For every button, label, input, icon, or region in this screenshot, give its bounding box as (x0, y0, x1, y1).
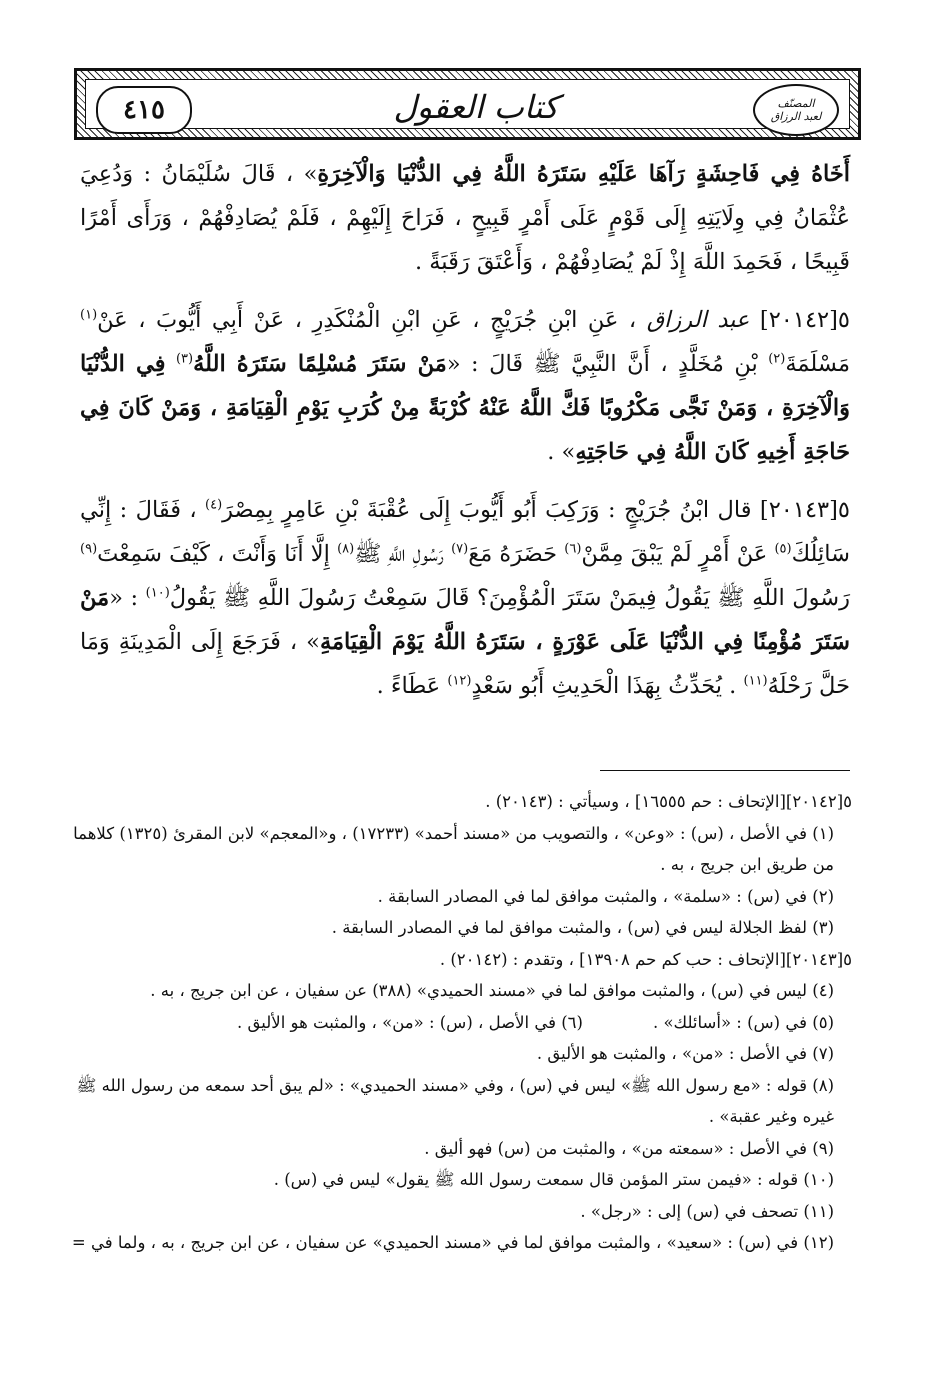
continuation-text: » ، قَالَ سُلَيْمَانُ : وَدُعِيَ عُثْمَانُ فِي وِلَايَتِهِ إِلَى قَوْمٍ عَلَى أَمْرٍ قَبِيحٍ ، فَرَاحَ إِلَيْهِمْ ، فَلَمْ يُصَادِفْهُمْ ، وَرَأَى أَمْرًا قَبِيحًا ، فَحَمِدَ اللَّهَ إِذْ لَمْ يُصَادِفْهُمْ ، وَأَعْتَقَ رَقَبَةً . (80, 161, 850, 275)
footnote-1: (١) في الأصل ، (س) : «وعن» ، والتصويب من «مسند أحمد» (١٧٢٣٣) ، و«المعجم» لابن المقرئ (١٣٢٥) كلاهما من طريق ابن جريج ، به . (73, 823, 834, 874)
main-text (80, 152, 850, 722)
footnotes (70, 786, 852, 1259)
hadith-number: [٢٠١٤٣] (759, 497, 838, 523)
page-header (85, 79, 850, 129)
emblem-line1: المصنّف (777, 97, 815, 110)
hadith-end: » . (547, 439, 576, 465)
hadith-text: رَسُولَ اللَّهِ ﷺ يَقُولُ فِيمَنْ سَتَرَ الْمُؤْمِنَ؟ قَالَ سَمِعْتُ رَسُولَ اللَّهِ ﷺ يَقُولُ (169, 585, 850, 611)
book-title: كتاب العقول (393, 88, 559, 126)
footnote-ref-2: (٢) (768, 351, 786, 367)
hadith-text: ، فَقَالَ : إِنِّي سَائِلُكَ (80, 497, 850, 567)
hadith-quote: فِي الدُّنْيَا وَالْآخِرَةِ ، وَمَنْ نَجَّى مَكْرُوبًا فَكَّ اللَّهُ عَنْهُ كُرْبَةً مِنْ كُرَبِ يَوْمِ الْقِيَامَةِ ، وَمَنْ كَانَ فِي حَاجَةِ أَخِيهِ كَانَ اللَّهُ فِي حَاجَتِهِ (80, 351, 850, 465)
footnote-3: (٣) لفظ الجلالة ليس في (س) ، والمثبت موافق لما في المصادر السابقة . (331, 918, 834, 937)
hadith-text: إِلَّا أَنَا وَأَنْتَ ، كَيْفَ سَمِعْتَ (97, 541, 330, 567)
footnote-5: (٥) في (س) : «أسائلك» . (652, 1012, 834, 1032)
footnote-9: (٩) في الأصل : «سمعته من» ، والمثبت من (س) فهو أليق . (424, 1138, 834, 1158)
footnote-6: (٦) في الأصل ، (س) : «من» ، والمثبت هو الأليق . (237, 1012, 583, 1032)
footnote-7: (٧) في الأصل : «من» ، والمثبت هو الأليق . (536, 1044, 834, 1063)
footnote-hadith-20143: ٥[٢٠١٤٣][الإتحاف : حب كم حم ١٣٩٠٨] ، وتقدم : (٢٠١٤٢) . (439, 949, 852, 969)
footnote-ref-10: (١٠) (145, 585, 170, 601)
emblem-line2: لعبد الرزاق (770, 110, 822, 123)
hadith-text: ، عَنِ ابْنِ جُرَيْجٍ ، عَنِ ابْنِ الْمُنْكَدِرِ ، عَنْ أَبِي أَيُّوبَ ، عَنْ (97, 307, 637, 333)
footnote-ref-3: (٣) (175, 351, 194, 367)
hadith-20142 (80, 298, 850, 474)
hadith-20143 (80, 488, 850, 708)
hadith-text: قال ابْنُ جُرَيْجٍ : وَرَكِبَ أَبُو أَيُّوبَ إِلَى عُقْبَةَ بْنِ عَامِرٍ بِمِصْرَ (222, 497, 752, 523)
footnote-2: (٢) في (س) : «سلمة» ، والمثبت موافق لما في المصادر السابقة . (377, 886, 834, 906)
continuation-quote: أَخَاهُ فِي فَاحِشَةٍ رَآهَا عَلَيْهِ سَتَرَهُ اللَّهُ فِي الدُّنْيَا وَالْآخِرَةِ (317, 161, 851, 187)
footnote-ref-6: (٦) (564, 541, 582, 557)
footnote-ref-4: (٤) (205, 497, 223, 513)
hadith-text: حَضَرَهُ مَعَ (468, 541, 558, 567)
hadith-text: بْنِ مُخَلَّدٍ ، أَنَّ النَّبِيَّ ﷺ قَالَ : « (446, 351, 758, 377)
hadith-marker: ٥ (837, 307, 850, 333)
hadith-number: [٢٠١٤٢] (759, 307, 838, 333)
footnote-4: (٤) ليس في (س) ، والمثبت موافق لما في «مسند الحميدي» (٣٨٨) عن سفيان ، عن ابن جريج ، به . (150, 981, 834, 1000)
continuation-paragraph (80, 152, 850, 284)
hadith-text: : « (109, 585, 139, 611)
hadith-text: » ، فَرَجَعَ إِلَى الْمَدِينَةِ وَمَا حَلَّ رَحْلَهُ (80, 629, 850, 699)
footnote-ref-1: (١) (80, 307, 98, 323)
footnote-10: (١٠) قوله : «فيمن ستر المؤمن قال سمعت رسول الله ﷺ يقول» ليس في (س) . (273, 1170, 834, 1189)
footnote-ref-5: (٥) (774, 541, 792, 557)
hadith-quote: مَنْ سَتَرَ مُسْلِمًا سَتَرَهُ اللَّهُ (193, 351, 447, 377)
footnote-ref-8: (٨) (337, 541, 355, 557)
hadith-text: مَسْلَمَةَ (785, 351, 851, 377)
hadith-marker: ٥ (837, 497, 850, 523)
hadith-text: عَنْ أَمْرٍ لَمْ يَبْقَ مِمَّنْ (581, 541, 768, 567)
hadith-text: عَطَاءً . (376, 673, 441, 699)
author-name: عبد الرزاق (646, 307, 750, 333)
page-number: ٤١٥ (96, 86, 192, 134)
page-header-frame (74, 68, 861, 140)
footnote-12: (١٢) في (س) : «سعيد» ، والمثبت موافق لما في «مسند الحميدي» عن سفيان ، عن ابن جريج ، به ، ولما في = (71, 1233, 834, 1252)
footnote-11: (١١) تصحف في (س) إلى : «رجل» . (580, 1201, 834, 1221)
footnote-ref-12: (١٢) (447, 673, 472, 689)
footnote-ref-7: (٧) (451, 541, 469, 557)
hadith-quote: مَنْ سَتَرَ مُؤْمِنًا فِي الدُّنْيَا عَلَى عَوْرَةٍ ، سَتَرَهُ اللَّهُ يَوْمَ الْقِيَامَةِ (80, 585, 850, 655)
footnote-divider (600, 770, 850, 771)
book-emblem (753, 84, 839, 136)
footnote-hadith-20142: ٥[٢٠١٤٢][الإتحاف : حم ١٦٥٥٥] ، وسيأتي : (٢٠١٤٣) . (485, 792, 852, 811)
footnote-ref-11: (١١) (743, 673, 768, 689)
footnote-row-5-6 (70, 1007, 852, 1039)
hadith-text: . يُحَدِّثُ بِهَذَا الْحَدِيثِ أَبُو سَعْدٍ (471, 673, 737, 699)
footnote-8: (٨) قوله : «مع رسول الله ﷺ» ليس في (س) ، وفي «مسند الحميدي» : «لم يبق أحد سمعه من رسول الله ﷺ غيره وغير عقبة» . (76, 1075, 834, 1126)
footnote-ref-9: (٩) (80, 541, 98, 557)
hadith-text: رَسُولِ اللَّهِ ﷺ (354, 541, 444, 567)
